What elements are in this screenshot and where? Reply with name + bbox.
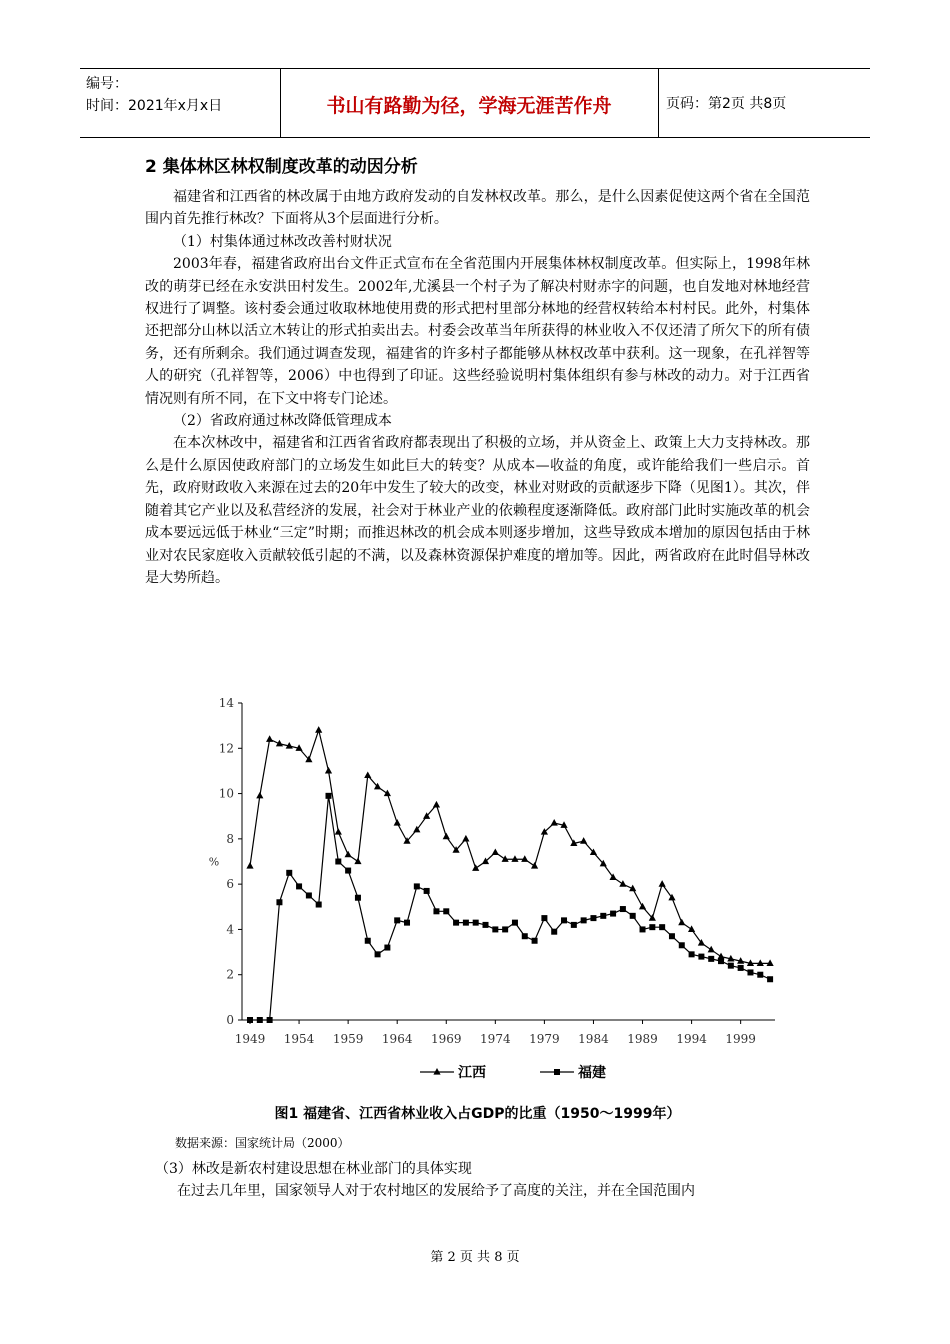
data-point-fujian [316,902,322,908]
data-point-jiangxi [580,837,587,844]
data-point-jiangxi [433,801,440,808]
data-point-jiangxi [619,880,626,887]
x-tick-label: 1999 [725,1032,756,1046]
data-point-fujian [404,920,410,926]
data-point-fujian [679,942,685,948]
data-point-jiangxi [335,828,342,835]
data-point-fujian [257,1017,263,1023]
data-point-fujian [541,915,547,921]
data-point-jiangxi [394,819,401,826]
x-tick-label: 1994 [676,1032,707,1046]
paragraph-3: 在过去几年里，国家领导人对于农村地区的发展给予了高度的关注，并在全国范围内 [177,1183,695,1200]
data-point-fujian [384,945,390,951]
y-tick-label: 6 [226,877,234,892]
figure-source: 数据来源：国家统计局（2000） [175,1136,350,1150]
data-point-jiangxi [659,880,666,887]
data-point-fujian [453,920,459,926]
data-point-jiangxi [266,735,273,742]
data-point-fujian [522,933,528,939]
figure-caption: 图1 福建省、江西省林业收入占GDP的比重（1950～1999年） [274,1106,681,1122]
data-point-jiangxi [531,862,538,869]
data-point-jiangxi [502,855,509,862]
legend-marker-fujian [554,1069,560,1075]
header-motto: 书山有路勤为径，学海无涯苦作舟 [326,95,612,117]
data-point-fujian [473,920,479,926]
data-point-fujian [581,917,587,923]
y-tick-label: 12 [218,741,234,756]
data-point-fujian [483,922,489,928]
data-point-fujian [659,924,665,930]
y-tick-label: 4 [226,922,234,937]
data-point-fujian [640,926,646,932]
intro-paragraph: 福建省和江西省的林改属于由地方政府发动的自发林权改革。那么，是什么因素促使这两个省在全国范围内首先推行林改？下面将从3个层面进行分析。 [145,189,810,228]
data-point-fujian [335,859,341,865]
time-label: 时间：2021年x月x日 [86,98,223,114]
legend-label-jiangxi: 江西 [458,1065,486,1081]
header-divider [658,69,659,137]
data-point-jiangxi [757,959,764,966]
y-tick-label: 10 [218,786,234,801]
data-point-fujian [296,883,302,889]
data-point-fujian [532,938,538,944]
data-point-fujian [620,906,626,912]
data-point-jiangxi [551,819,558,826]
data-point-fujian [463,920,469,926]
data-point-fujian [326,793,332,799]
data-point-fujian [747,969,753,975]
x-tick-label: 1949 [234,1032,266,1046]
data-point-fujian [571,922,577,928]
data-point-jiangxi [443,833,450,840]
subheading-3: （3）林改是新农村建设思想在林业部门的具体实现 [155,1161,472,1177]
legend-marker-jiangxi [433,1068,440,1075]
data-point-fujian [551,929,557,935]
paragraph-1: 2003年春，福建省政府出台文件正式宣布在全省范围内开展集体林权制度改革。但实际上，1998年林改的萌芽已经在永安洪田村发生。2002年,尤溪县一个村子为了解决村财赤字的问题，也自发地对林地经营权进行了调整。该村委会通过收取林地使用费的形式把村里部分林地的经营权转给本村村民。此外，村集体还把部分山林以活立木转让的形式拍卖出去。村委会改革当年所获得的林业收入不仅还清了所欠下的所有债务，还有所剩余。我们通过调查发现，福建省的许多村子都能够从林权改革中获利。这一现象，在孔祥智等人的研究（孔祥智等，2006）中也得到了印证。这些经验说明村集体组织有参与林改的动力。对于江西省情况则有所不同，在下文中将专门论述。 [145,256,810,407]
data-point-fujian [610,911,616,917]
y-tick-label: 8 [226,831,234,846]
page-header [80,68,870,138]
data-point-fujian [561,917,567,923]
data-point-jiangxi [492,848,499,855]
main-content [145,154,810,589]
continued-content [145,1158,810,1203]
data-point-fujian [276,899,282,905]
data-point-fujian [286,870,292,876]
x-tick-label: 1989 [627,1032,658,1046]
data-point-fujian [306,892,312,898]
x-tick-label: 1979 [529,1032,560,1046]
data-point-fujian [492,926,498,932]
y-tick-label: 2 [226,967,234,982]
data-point-fujian [414,883,420,889]
data-point-fujian [443,908,449,914]
data-point-jiangxi [354,858,361,865]
data-point-fujian [718,958,724,964]
header-page-info: 页码：第2页 共8页 [666,96,787,112]
data-point-jiangxi [521,855,528,862]
data-point-jiangxi [325,767,332,774]
chart-svg [200,690,800,1090]
data-point-jiangxi [364,771,371,778]
data-point-jiangxi [688,925,695,932]
number-label: 编号： [86,76,128,92]
subheading-1: （1）村集体通过林改改善村财状况 [173,233,392,250]
y-axis-label: % [208,855,220,869]
data-point-fujian [767,976,773,982]
data-point-fujian [355,895,361,901]
page-footer: 第 2 页 共 8 页 [430,1250,520,1265]
data-point-jiangxi [766,959,773,966]
data-point-fujian [600,913,606,919]
data-point-fujian [669,933,675,939]
data-point-fujian [424,888,430,894]
data-point-jiangxi [462,835,469,842]
x-tick-label: 1974 [480,1032,511,1046]
data-point-fujian [757,972,763,978]
data-point-jiangxi [472,864,479,871]
y-tick-label: 0 [226,1013,234,1027]
data-point-fujian [433,908,439,914]
data-point-jiangxi [678,919,685,926]
figure-chart [200,690,800,1090]
data-point-jiangxi [511,855,518,862]
data-point-fujian [649,924,655,930]
data-point-fujian [267,1017,273,1023]
data-point-jiangxi [639,903,646,910]
data-point-jiangxi [708,946,715,953]
data-point-fujian [698,954,704,960]
data-point-fujian [590,915,596,921]
data-point-fujian [502,926,508,932]
data-point-jiangxi [315,726,322,733]
y-tick-label: 14 [218,696,234,710]
data-point-fujian [708,956,714,962]
data-point-fujian [512,920,518,926]
header-meta [86,73,276,117]
data-point-fujian [728,963,734,969]
data-point-fujian [394,917,400,923]
series-line-2 [250,796,770,1020]
data-point-jiangxi [246,862,253,869]
section-title: 2 集体林区林权制度改革的动因分析 [145,157,418,177]
x-tick-label: 1969 [430,1032,462,1046]
data-point-jiangxi [256,792,263,799]
data-point-fujian [365,938,371,944]
data-point-fujian [247,1017,253,1023]
data-point-fujian [689,951,695,957]
data-point-jiangxi [345,851,352,858]
data-point-jiangxi [384,790,391,797]
subheading-2: （2）省政府通过林改降低管理成本 [173,413,392,430]
x-tick-label: 1959 [332,1032,364,1046]
legend-label-fujian: 福建 [578,1065,606,1081]
data-point-fujian [375,951,381,957]
x-tick-label: 1964 [381,1032,413,1046]
paragraph-2: 在本次林改中，福建省和江西省省政府都表现出了积极的立场，并从资金上、政策上大力支持林改。那么是什么原因使政府部门的立场发生如此巨大的转变？从成本—收益的角度，或许能给我们一些启示。首先，政府财政收入来源在过去的20年中发生了较大的改变，林业对财政的贡献逐步下降（见图1）。其次，伴随着其它产业以及私营经济的发展，社会对于林业产业的依赖程度逐渐降低。政府部门此时实施改革的机会成本要远远低于林业“三定”时期；而推迟林改的机会成本则逐步增加，这些导致成本增加的原因包括由于林业对农民家庭收入贡献较低引起的不满，以及森林资源保护难度的增加等。因此，两省政府在此时倡导林改是大势所趋。 [145,435,810,586]
data-point-fujian [345,868,351,874]
data-point-fujian [738,965,744,971]
data-point-fujian [630,913,636,919]
x-tick-label: 1984 [578,1032,609,1046]
x-tick-label: 1954 [283,1032,315,1046]
